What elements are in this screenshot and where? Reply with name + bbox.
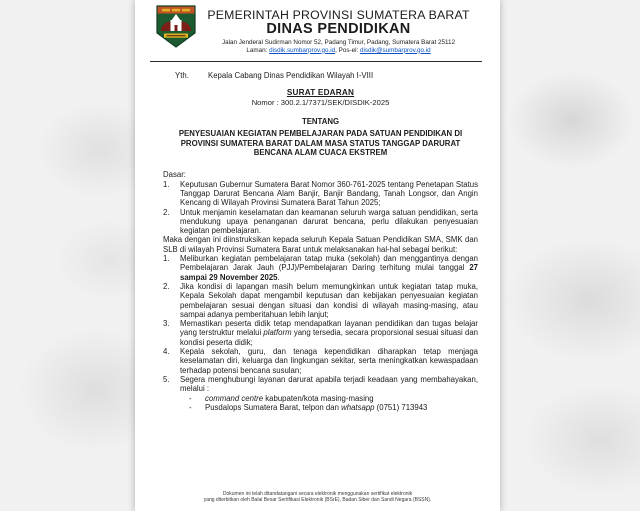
instruction-item-4 [163, 347, 478, 375]
emergency-contact-2-text: Pusdalops Sumatera Barat, telpon dan whatsapp (0751) 713943 [205, 402, 428, 412]
subject-line-3: BENCANA ALAM CUACA EKSTREM [253, 148, 388, 158]
basis-item-2 [163, 208, 478, 236]
basis-item-2-text: Untuk menjamin keselamatan dan keamanan seluruh warga satuan pendidikan, serta mendukung upaya penanganan darurat bencana, perlu dilakukan penyesuaian kegiatan pembelajaran. [180, 207, 478, 236]
basis-label: Dasar: [163, 170, 186, 180]
instruction-item-2 [163, 282, 478, 319]
basis-item-1-number: 1. [163, 179, 170, 189]
recipient-name: Kepala Cabang Dinas Pendidikan Wilayah I-VIII [208, 71, 374, 81]
instruction-item-5-text: Segera menghubungi layanan darurat apabila terjadi keadaan yang membahayakan, melalui : [180, 374, 478, 394]
italic-whatsapp: whatsapp [341, 402, 375, 412]
agency-name: DINAS PENDIDIKAN [266, 21, 411, 37]
instruction-item-1 [163, 254, 478, 282]
instruction-item-1-number: 1. [163, 254, 170, 264]
emergency-contact-2 [189, 403, 478, 412]
agency-address: Jalan Jenderal Sudirman Nomor 52, Padang Timur, Padang, Sumatera Barat 25112 [221, 39, 455, 46]
bullet-dash: - [189, 393, 192, 403]
basis-item-1-text: Keputusan Gubernur Sumatera Barat Nomor 360-761-2025 tentang Penetapan Status Tanggap Darurat Bencana Alam Banjir, Banjir Bandang, Tanah Longsor, dan Angin Kencang di Wilayah Provinsi Sumatera Barat Tahun 2025; [180, 179, 478, 208]
letterhead [163, 0, 478, 54]
signature-notice-line-1: Dokumen ini telah ditandatangani secara elektronik menggunakan sertifikat elektronik [222, 490, 413, 497]
document-type-title: SURAT EDARAN [286, 88, 355, 98]
instruction-item-4-number: 4. [163, 347, 170, 357]
instruction-item-3 [163, 319, 478, 347]
basis-item-2-number: 2. [163, 207, 170, 217]
instruction-item-5 [163, 375, 478, 394]
sumbar-emblem-logo [154, 3, 198, 49]
instruction-intro: Maka dengan ini diinstruksikan kepada seluruh Kepala Satuan Pendidikan SMA, SMK dan SLB di wilayah Provinsi Sumatera Barat untuk melaksanakan hal-hal sebagai berikut: [163, 235, 478, 254]
subject-line-1: PENYESUAIAN KEGIATAN PEMBELAJARAN PADA SATUAN PENDIDIKAN DI [178, 129, 463, 139]
bold-date-range: 27 sampai 29 November 2025 [180, 263, 478, 282]
website-link[interactable]: disdik.sumbarprov.go.id [269, 46, 336, 54]
document-page [135, 0, 500, 511]
laman-label: Laman: [246, 46, 270, 54]
document-subject [163, 129, 478, 157]
letterhead-divider [150, 61, 482, 62]
recipient-salutation: Yth. [175, 71, 189, 81]
government-name: PEMERINTAH PROVINSI SUMATERA BARAT [207, 8, 470, 22]
agency-contacts [199, 47, 478, 55]
electronic-signature-notice [135, 491, 500, 504]
letterhead-text [163, 8, 478, 54]
about-label: TENTANG [301, 117, 340, 127]
document-number: Nomor : 300.2.1/7371/SEK/DISDIK-2025 [251, 98, 390, 108]
instruction-item-4-text: Kepala sekolah, guru, dan tenaga kependidikan diharapkan tetap menjaga keselamatan diri, keluarga dan lingkungan sekitar, serta meningkatkan kewaspadaan terhadap potensi bencana susulan; [180, 347, 478, 375]
email-link[interactable]: disdik@sumbarprov.go.id [359, 46, 431, 54]
document-content [163, 0, 478, 412]
instruction-item-5-number: 5. [163, 374, 170, 384]
italic-platform: platform [263, 328, 292, 338]
emergency-contact-1 [189, 394, 478, 403]
instruction-item-3-text: Memastikan peserta didik tetap mendapatkan layanan pendidikan dan tugas belajar yang terstruktur melalui platform yang tersedia, secara proporsional sesuai situasi dan kondisi peserta didik; [180, 319, 478, 347]
instruction-item-2-text: Jika kondisi di lapangan masih belum memungkinkan untuk kegiatan tatap muka, Kepala Sekolah dapat mengambil keputusan dan kebijakan penyesuaian kegiatan pembelajaran sesuai dengan situasi dan kondisi di wilayah masing-masing, atau sampai adanya pemberitahuan lebih lanjut; [180, 281, 478, 319]
emergency-contact-1-text: command centre kabupaten/kota masing-masing [205, 393, 374, 403]
posel-label: , Pos-el: [335, 46, 360, 54]
italic-command-centre: command centre [205, 393, 264, 403]
recipient-line [163, 71, 478, 80]
instruction-item-2-number: 2. [163, 281, 170, 291]
bullet-dash: - [189, 402, 192, 412]
instruction-item-3-number: 3. [163, 319, 170, 329]
basis-item-1 [163, 180, 478, 208]
instruction-item-1-text: Meliburkan kegiatan pembelajaran tatap muka (sekolah) dan menggantinya dengan Pembelajaran Jarak Jauh (PJJ)/Pembelajaran Daring terhitung mulai tanggal 27 sampai 29 November 2025. [180, 254, 478, 282]
signature-notice-line-2: yang diterbitkan oleh Balai Besar Sertifikasi Elektronik (BSrE), Badan Siber dan Sandi Negara (BSSN). [203, 497, 432, 504]
subject-line-2: PROVINSI SUMATERA BARAT DALAM MASA STATUS TANGGAP DARURAT [180, 138, 461, 148]
